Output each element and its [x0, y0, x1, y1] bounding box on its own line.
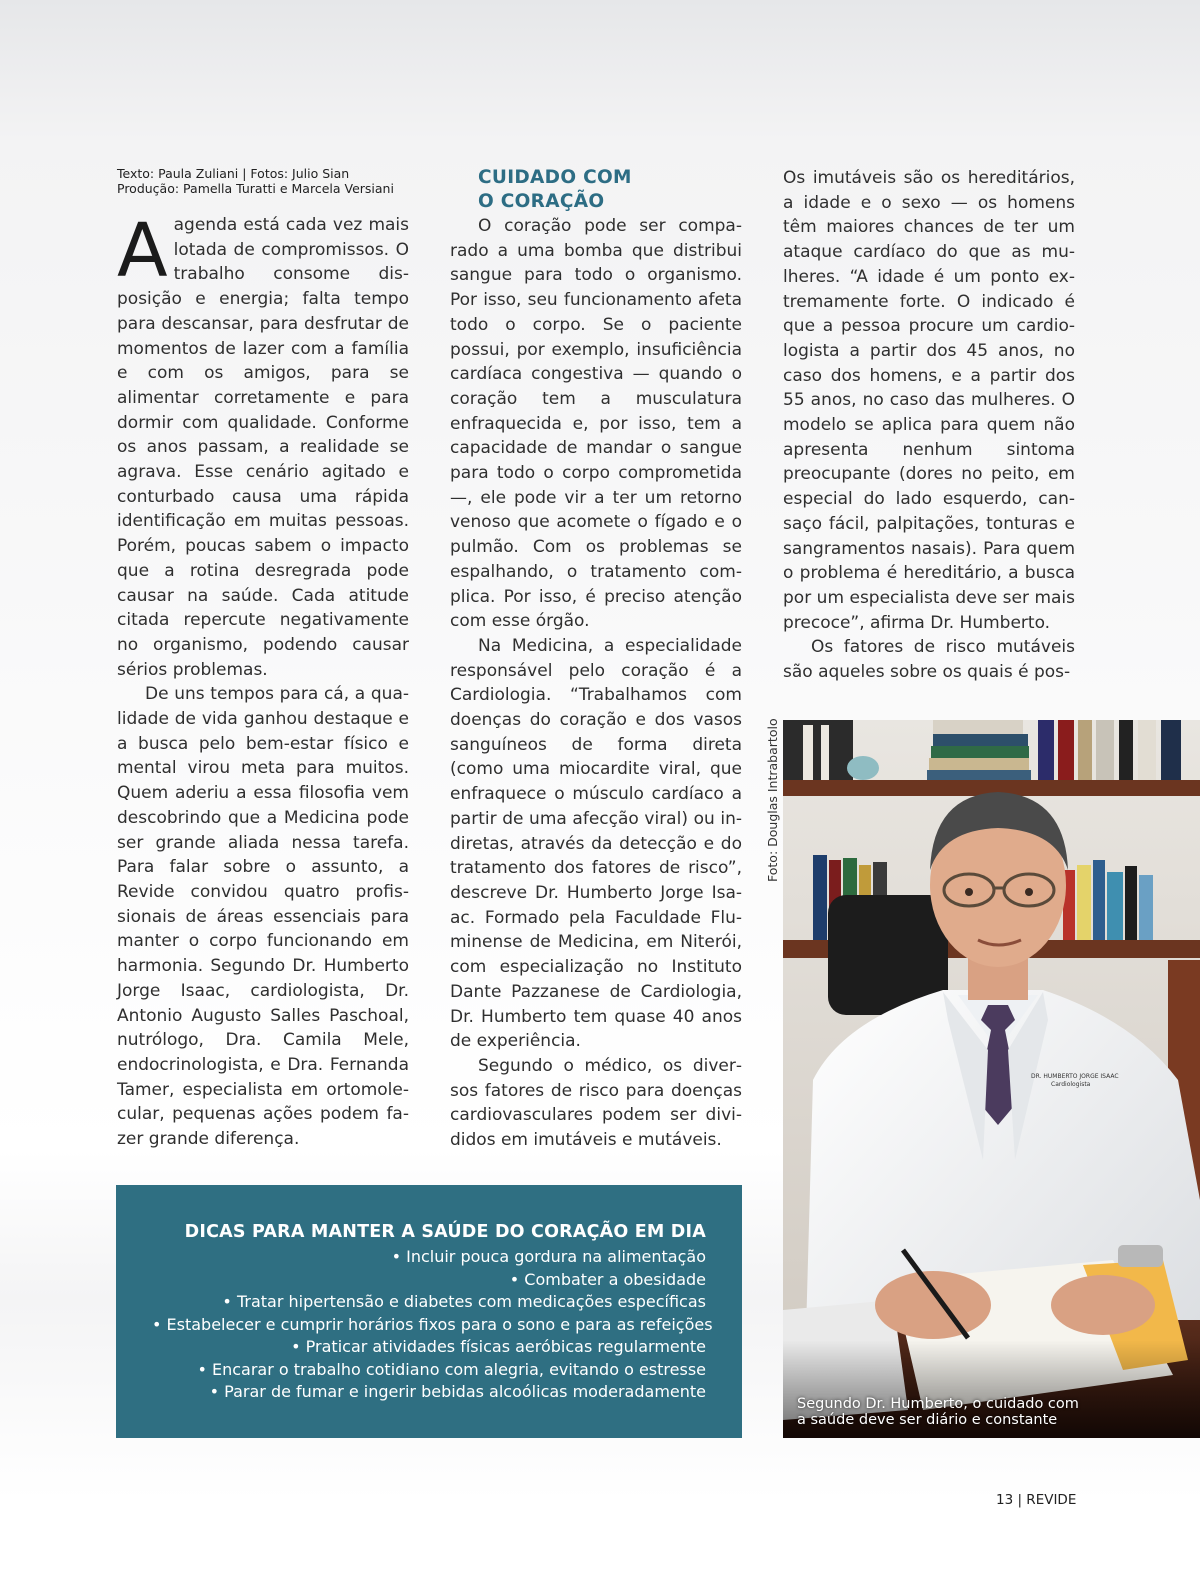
- tips-list: [152, 1246, 713, 1404]
- article-column-2: [450, 166, 742, 1153]
- photo-caption: [797, 1396, 1190, 1428]
- photo-credit: Foto: Douglas Intrabartolo: [765, 718, 780, 882]
- tip-item: • Incluir pouca gordura na alimentação: [152, 1246, 706, 1269]
- doctor-photo-illustration: [783, 720, 1200, 1438]
- page-footer: 13 | REVIDE: [996, 1492, 1077, 1508]
- section-title-line-2: O CORAÇÃO: [478, 191, 605, 212]
- tip-item: • Parar de fumar e ingerir bebidas alcoólicas moderadamente: [152, 1381, 706, 1404]
- coat-embroidery: DR. HUMBERTO JORGE ISAAC: [1031, 1073, 1119, 1080]
- article-column-3: [783, 166, 1075, 685]
- photo-caption-line-1: Segundo Dr. Humberto, o cuidado com: [797, 1396, 1079, 1412]
- drop-cap: A: [117, 208, 168, 294]
- tip-item: • Tratar hipertensão e diabetes com medicações específicas: [152, 1291, 706, 1314]
- tip-item: • Encarar o trabalho cotidiano com alegria, evitando o estresse: [152, 1359, 706, 1382]
- article-credits: [117, 166, 427, 196]
- credits-text-photos: Texto: Paula Zuliani | Fotos: Julio Sian: [117, 166, 350, 181]
- article-paragraph-intro: [117, 208, 409, 682]
- article-paragraph: Segundo o médico, os diversos fatores de risco para doenças cardiovasculares podem ser divididos em imutáveis e mutáveis.: [450, 1055, 742, 1151]
- doctor-photo: [783, 720, 1200, 1438]
- coat-embroidery-title: Cardiologista: [1051, 1081, 1091, 1088]
- tips-title: DICAS PARA MANTER A SAÚDE DO CORAÇÃO EM DIA: [184, 1222, 706, 1242]
- tip-item: • Estabelecer e cumprir horários fixos para o sono e para as refeições: [152, 1314, 706, 1337]
- article-paragraph: O coração pode ser comparado a uma bomba que distribui sangue para todo o organismo. Por isso, seu funcionamento afeta todo o corpo. Se o paciente possui, por exemplo, insuficiência cardíaca congestiva — quando o coração tem a musculatura enfraquecida e, por isso, tem a capacidade de mandar o sangue para todo o corpo comprometida —, ele pode vir a ter um retorno venoso que acomete o fígado e o pulmão. Com os problemas se espalhando, o tratamento complica. Por isso, é preciso atenção com esse órgão.: [450, 216, 742, 632]
- tips-box: [116, 1185, 742, 1438]
- tip-item: • Combater a obesidade: [152, 1269, 706, 1292]
- intro-text: agenda está cada vez mais lotada de compromissos. O trabalho consome disposição e energia; falta tempo para descansar, para desfrutar de momentos de lazer com a família e com os amigos, para se alimentar corretamente e para dormir com qualidade. Conforme os anos passam, a realidade se agrava. Esse cenário agitado e conturbado causa uma rápida identificação em muitas pessoas. Porém, poucas sabem o impacto que a rotina desregrada pode causar na saúde. Cada atitude citada repercute negativamente no organismo, podendo causar sérios problemas.: [117, 215, 409, 680]
- article-column-1: [117, 208, 409, 1152]
- section-title-line-1: CUIDADO COM: [478, 167, 632, 188]
- section-title: [478, 166, 742, 214]
- photo-caption-line-2: a saúde deve ser diário e constante: [797, 1412, 1058, 1428]
- credits-production: Produção: Pamella Turatti e Marcela Versiani: [117, 181, 394, 196]
- article-paragraph: Os imutáveis são os hereditários, a idade e o sexo — os homens têm maiores chances de ter um ataque cardíaco do que as mulheres. “A idade é um ponto extremamente forte. O indicado é que a pessoa procure um cardiologista a partir dos 45 anos, no caso dos homens, e a partir dos 55 anos, no caso das mulheres. O modelo se aplica para quem não apresenta nenhum sintoma preocupante (dores no peito, em especial do lado esquerdo, cansaço fácil, palpitações, tonturas e sangramentos nasais). Para quem o problema é hereditário, a busca por um especialista deve ser mais precoce”, afirma Dr. Humberto.: [783, 168, 1075, 633]
- article-paragraph: Os fatores de risco mutáveis são aqueles sobre os quais é pos-: [783, 637, 1075, 683]
- article-paragraph: De uns tempos para cá, a qualidade de vida ganhou destaque e a busca pelo bem-estar físico e mental virou meta para muitos. Quem aderiu a essa filosofia vem descobrindo que a Medicina pode ser grande aliada nessa tarefa. Para falar sobre o assunto, a Revide convidou quatro profissionais de áreas essenciais para manter o corpo funcionando em harmonia. Segundo Dr. Humberto Jorge Isaac, cardiologista, Dr. Antonio Augusto Salles Paschoal, nutrólogo, Dra. Camila Mele, endocrinologista, e Dra. Fernanda Tamer, especialista em ortomolecular, pequenas ações podem fazer grande diferença.: [117, 684, 409, 1150]
- article-paragraph: Na Medicina, a especialidade responsável pelo coração é a Cardiologia. “Trabalhamos com doenças do coração e dos vasos sanguíneos de forma direta (como uma miocardite viral, que enfraquece o músculo cardíaco a partir de uma afecção viral) ou indiretas, através da detecção e do tratamento dos fatores de risco”, descreve Dr. Humberto Jorge Isaac. Formado pela Faculdade Fluminense de Medicina, em Niterói, com especialização no Instituto Dante Pazzanese de Cardiologia, Dr. Humberto tem quase 40 anos de experiência.: [450, 635, 742, 1052]
- tip-item: • Praticar atividades físicas aeróbicas regularmente: [152, 1336, 706, 1359]
